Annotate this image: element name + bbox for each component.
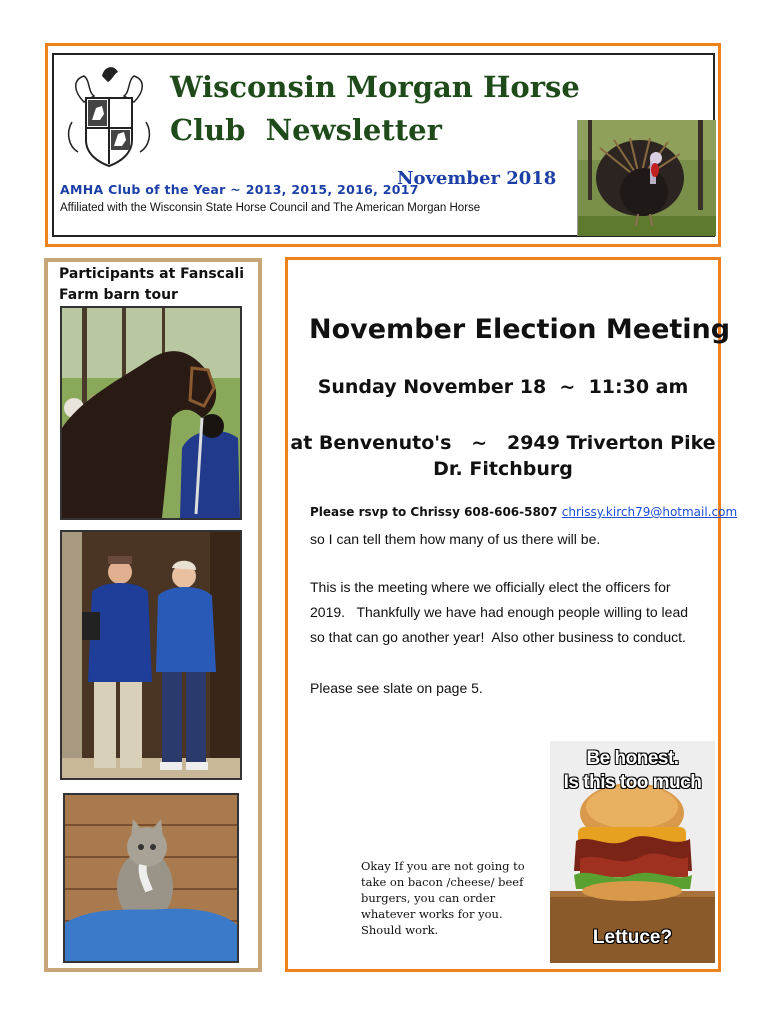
slate-note: Please see slate on page 5. <box>310 680 483 696</box>
meme-bottom-text: Lettuce? <box>592 927 673 948</box>
people-photo <box>60 530 242 780</box>
issue-date: November 2018 <box>397 168 557 189</box>
meeting-location <box>285 430 721 482</box>
turkey-photo <box>577 120 716 236</box>
newsletter-title <box>170 66 590 152</box>
article-headline: November Election Meeting <box>309 314 731 345</box>
rsvp-line <box>310 505 737 519</box>
location-line-2: Dr. Fitchburg <box>433 458 573 480</box>
meme-caption: Okay If you are not going to take on bacon /cheese/ beef burgers, you can order whatever works for you. Should work. <box>361 859 525 937</box>
burger-meme-image <box>550 741 715 963</box>
meme-top-line-2: Is this too much <box>563 772 702 793</box>
article-body: This is the meeting where we officially elect the officers for 2019. Thankfully we have had enough people willing to lead so that can go another year! Also other business to conduct. <box>310 579 692 645</box>
title-line-1: Wisconsin Morgan Horse <box>170 70 580 104</box>
club-crest-logo <box>64 62 154 170</box>
rsvp-email-link[interactable]: chrissy.kirch79@hotmail.com <box>561 505 738 519</box>
affiliation-line: Affiliated with the Wisconsin State Horse Council and The American Morgan Horse <box>60 202 481 214</box>
meme-top-text <box>550 747 715 795</box>
location-line-1: at Benvenuto's ~ 2949 Triverton Pike <box>290 432 716 454</box>
horse-photo <box>60 306 242 520</box>
cat-photo <box>63 793 239 963</box>
title-line-2: Club Newsletter <box>170 113 442 147</box>
meeting-datetime: Sunday November 18 ~ 11:30 am <box>317 376 689 398</box>
club-of-year-line: AMHA Club of the Year ~ 2013, 2015, 2016, 2017 <box>60 182 419 197</box>
sidebar-title: Participants at Fanscali Farm barn tour <box>59 266 245 303</box>
rsvp-followup: so I can tell them how many of us there will be. <box>310 531 601 547</box>
rsvp-text: Please rsvp to Chrissy 608-606-5807 <box>310 505 558 519</box>
meme-top-line-1: Be honest. <box>586 748 679 769</box>
